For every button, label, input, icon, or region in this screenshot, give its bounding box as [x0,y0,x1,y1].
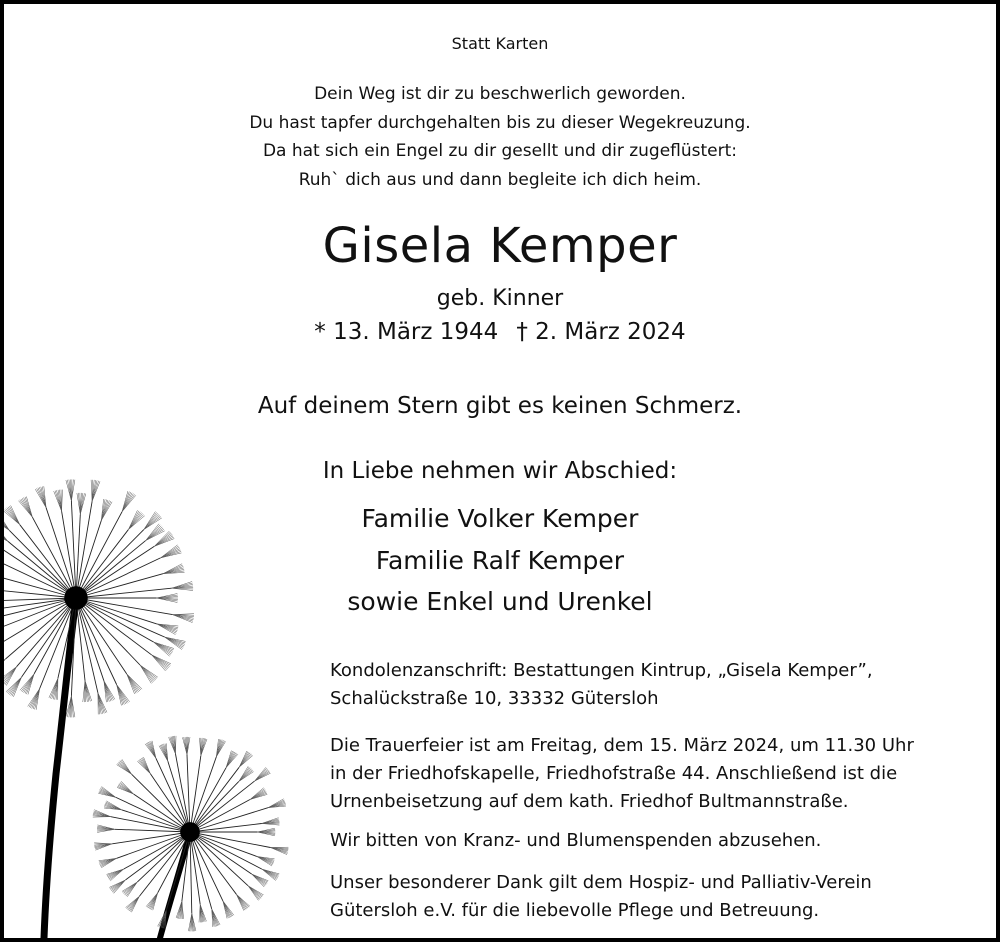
wreath-note: Wir bitten von Kranz- und Blumenspenden abzusehen. [330,830,822,851]
thanks-note [330,869,970,925]
mourner-name: sowie Enkel und Urenkel [347,587,653,616]
condolence-address [330,657,970,713]
thanks-line: Gütersloh e.V. für die liebevolle Pflege und Betreuung. [330,900,820,921]
poem-line: Da hat sich ein Engel zu dir gesellt und dir zugeflüstert: [262,141,738,161]
maiden-name: geb. Kinner [436,286,564,311]
statt-karten-header: Statt Karten [451,34,549,53]
death-date: † 2. März 2024 [516,319,686,345]
mourner-name: Familie Volker Kemper [361,504,639,533]
ceremony-line: Die Trauerfeier ist am Freitag, dem 15. März 2024, um 11.30 Uhr [330,735,914,756]
dandelion-icon [4,474,324,938]
birth-date: * 13. März 1944 [314,319,499,345]
poem-line: Dein Weg ist dir zu beschwerlich geworden. [314,84,686,104]
poem [4,80,996,194]
ceremony-line: in der Friedhofskapelle, Friedhofstraße 44. Anschließend ist die [330,763,898,784]
farewell-intro: In Liebe nehmen wir Abschied: [322,458,678,484]
motto: Auf deinem Stern gibt es keinen Schmerz. [257,393,743,419]
dandelion-head-small [93,736,289,932]
life-dates [4,319,996,345]
poem-line: Ruh` dich aus und dann begleite ich dich heim. [298,169,702,190]
ceremony-details [330,732,970,816]
mourner-name: Familie Ralf Kemper [375,545,625,575]
thanks-line: Unser besonderer Dank gilt dem Hospiz- und Palliativ-Verein [330,872,872,893]
poem-line: Du hast tapfer durchgehalten bis zu dieser Wegekreuzung. [249,112,751,133]
deceased-name: Gisela Kemper [322,218,678,274]
condolence-line: Kondolenzanschrift: Bestattungen Kintrup, „Gisela Kemper”, [330,660,873,681]
dandelion-head-large [4,479,194,717]
condolence-line: Schalückstraße 10, 33332 Gütersloh [330,688,659,709]
ceremony-line: Urnenbeisetzung auf dem kath. Friedhof Bultmannstraße. [330,791,849,812]
